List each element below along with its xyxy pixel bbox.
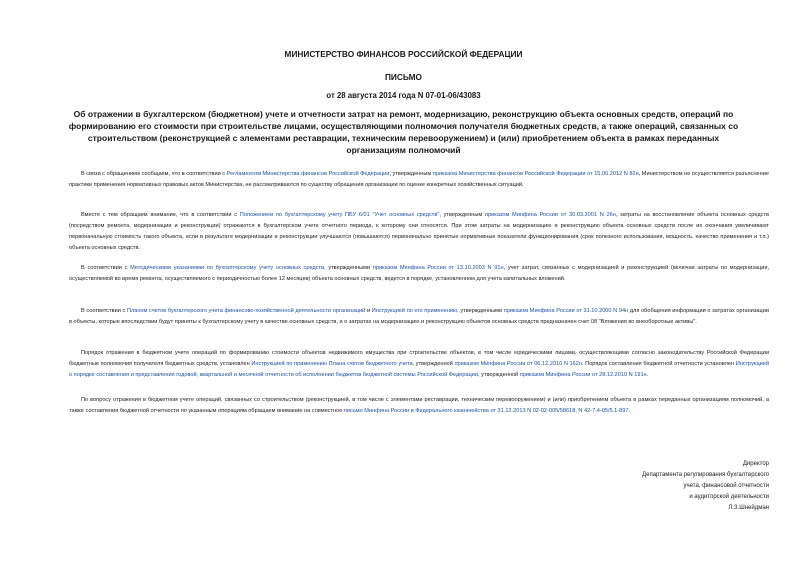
link-reglament[interactable]: Регламентом Министерства финансов Российской Федерации <box>226 171 390 177</box>
paragraph-1: В связи с обращением сообщаем, что в соответствии с Регламентом Министерства финансов Российской Федерации, утвержденным приказом Министерства финансов Российской Федерации от 15.06.2012 N 82н, Министерством не осуществляется разъяснение практики применения нормативных правовых актов Министерства, не рассматриваются по существу обращения организации по оценке конкретных хозяйственных ситуаций. <box>69 171 769 188</box>
link-chart-of-accounts[interactable]: Планом счетов бухгалтерского учета финансово-хозяйственной деятельности организаций <box>126 308 366 314</box>
document-title: Об отражении в бухгалтерском (бюджетном) учете и отчетности затрат на ремонт, модернизацию, реконструкцию объекта основных средств, операций по формированию его стоимости при строительстве лицами, осуществляющими полномочия получателя бюджетных средств, а также операций, связанных со строительством (реконструкцией с элементами реставрации, техническим перевооружением) и (или) приобретением объекта в рамках переданных организациям полномочий <box>68 109 739 155</box>
document-type: ПИСЬМО <box>384 72 423 82</box>
link-order-191n[interactable]: приказом Минфина России от 28.12.2010 N 191н <box>519 372 647 378</box>
signature-position: Директор <box>742 461 769 467</box>
link-pbu-6-01[interactable]: Положением по бухгалтерскому учету ПБУ 6/01 "Учет основных средств" <box>239 212 440 218</box>
link-order-162n[interactable]: приказом Минфина России от 06.12.2010 N 162н <box>454 361 582 367</box>
link-order-94n[interactable]: приказом Минфина России от 31.10.2000 N 94н <box>503 308 629 314</box>
document-date-number: от 28 августа 2014 года N 07-01-06/43083 <box>326 91 481 100</box>
signature-name: Л.З.Шнейдман <box>728 505 769 511</box>
signature-block <box>642 459 769 514</box>
link-joint-letter[interactable]: письмо Минфина России и Федерального казначейства от 31.12.2013 N 02-02-005/58618, N 42-7.4-05/5.1-897 <box>343 408 629 414</box>
signature-department-end: и аудиторской деятельности <box>689 494 769 500</box>
link-order-91n[interactable]: приказом Минфина России от 13.10.2003 N 91н <box>372 265 504 271</box>
link-method-guidelines[interactable]: Методическими указаниями по бухгалтерскому учету основных средств <box>130 265 325 271</box>
signature-department: Департамента регулирования бухгалтерского <box>642 472 769 478</box>
paragraph-5: Порядок отражения в бюджетном учете операций по формированию стоимости объектов недвижимого имущества при строительстве объектов, в том числе юридическими лицами, осуществляющими согласно законодательству Российской Федерации бюджетные полномочия получателя бюджетных средств, установлен Инструкцией по применению Плана счетов бюджетного учета, утвержденной приказом Минфина России от 06.12.2010 N 162н. Порядок составления бюджетной отчетности установлен Инструкцией о порядке составления и представления годовой, квартальной и месячной отчетности об исполнении бюджетов бюджетной системы Российской Федерации, утвержденной приказом Минфина России от 28.12.2010 N 191н. <box>69 350 770 378</box>
link-reporting-instruction[interactable]: Инструкцией о порядке составления и представления годовой, квартальной и месячной отчетности об исполнении бюджетов бюджетной системы Российской Федерации <box>69 361 770 378</box>
paragraph-6: По вопросу отражения в бюджетном учете операций, связанных со строительством (реконструкцией, в том числе с элементами реставрации, техническим перевооружением) и (или) приобретением объекта в рамках переданных организациям полномочий, а также составления бюджетной отчетности по указанным операциям обращаем внимание на совместное письмо Минфина России и Федерального казначейства от 31.12.2013 N 02-02-005/58618, N 42-7.4-05/5.1-897. <box>69 397 769 414</box>
paragraph-2: Вместе с тем обращаем внимание, что в соответствии с Положением по бухгалтерскому учету ПБУ 6/01 "Учет основных средств", утвержденным приказом Минфина России от 30.03.2001 N 26н, затраты на восстановление объекта основных средств (посредством ремонта, модернизации и реконструкции) отражаются в бухгалтерском учете отчетного периода, к которому они относятся. При этом затраты на модернизацию и реконструкцию объекта основных средств после их окончания увеличивают первоначальную стоимость такого объекта, если в результате модернизации и реконструкции улучшаются (повышаются) первоначально принятые нормативные показатели функционирования (срок полезного использования, мощность, качество применения и т.п.) объекта основных средств. <box>69 212 769 251</box>
ministry-heading: МИНИСТЕРСТВО ФИНАНСОВ РОССИЙСКОЙ ФЕДЕРАЦИИ <box>284 49 523 59</box>
paragraph-4: В соответствии с Планом счетов бухгалтерского учета финансово-хозяйственной деятельности организаций и Инструкцией по его применению, утвержденными приказом Минфина России от 31.10.2000 N 94н для обобщения информации о затратах организации в объекты, которые впоследствии будут приняты к бухгалтерскому учету в качестве основных средств, и о затратах на модернизацию и реконструкцию объектов основных средств предназначен счет 08 "Вложения во внеоборотные активы". <box>69 308 769 325</box>
link-order-82n[interactable]: приказом Министерства финансов Российской Федерации от 15.06.2012 N 82н <box>432 171 639 177</box>
link-order-26n[interactable]: приказом Минфина России от 30.03.2001 N 26н <box>484 212 616 218</box>
link-budget-accounts-instruction[interactable]: Инструкцией по применению Плана счетов бюджетного учета <box>251 361 413 367</box>
paragraph-3: В соответствии с Методическими указаниями по бухгалтерскому учету основных средств, утвержденными приказом Минфина России от 13.10.2003 N 91н, учет затрат, связанных с модернизацией и реконструкцией (включая затраты по модернизации, осуществляемой во время ремонта, осуществляемого с периодичностью более 12 месяцев) объекта основных средств, ведется в порядке, установленном для учета капитальных вложений. <box>69 265 769 282</box>
link-instruction-application[interactable]: Инструкцией по его применению <box>371 308 458 314</box>
signature-department-cont: учета, финансовой отчетности <box>683 483 769 489</box>
